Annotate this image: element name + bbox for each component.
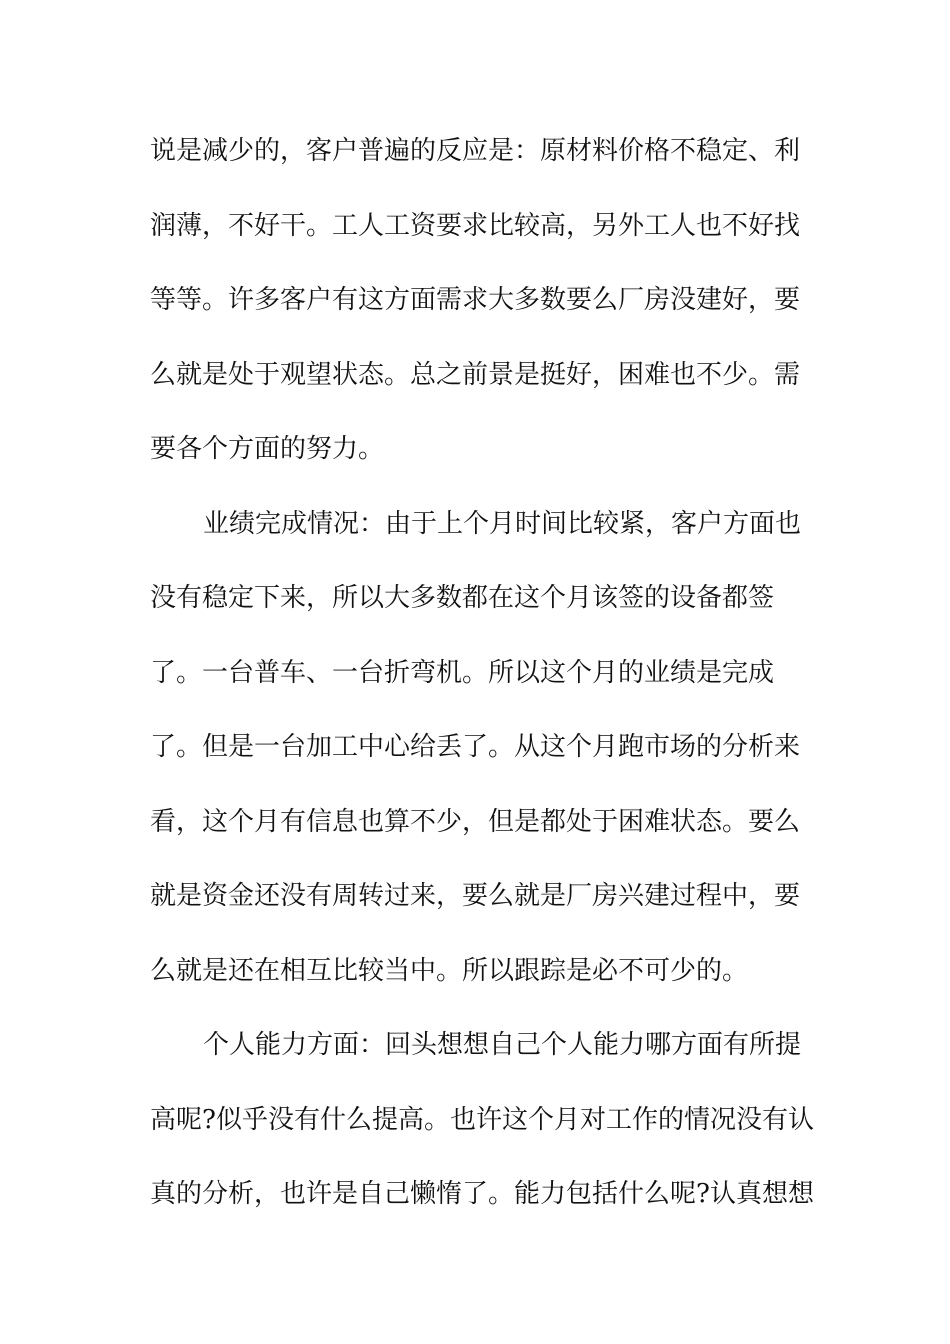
text-line: 说是减少的，客户普遍的反应是：原材料价格不稳定、利 <box>150 136 801 166</box>
text-line: 要各个方面的努力。 <box>150 434 385 464</box>
text-line: 润薄，不好干。工人工资要求比较高，另外工人也不好找 <box>150 210 801 241</box>
text-line: 真的分析，也许是自己懒惰了。能力包括什么呢?认真想想 <box>150 1179 814 1209</box>
text-line: 等等。许多客户有这方面需求大多数要么厂房没建好，要 <box>150 285 801 315</box>
body-text <box>150 114 814 1232</box>
text-line: 么就是还在相互比较当中。所以跟踪是必不可少的。 <box>150 955 749 986</box>
text-line: 么就是处于观望状态。总之前景是挺好，困难也不少。需 <box>150 359 801 390</box>
paragraph-start-ability: 个人能力方面：回头想想自己个人能力哪方面有所提 <box>203 1030 802 1060</box>
text-line: 没有稳定下来，所以大多数都在这个月该签的设备都签 <box>150 583 775 613</box>
text-line: 就是资金还没有周转过来，要么就是厂房兴建过程中，要 <box>150 881 801 911</box>
text-line: 了。一台普车、一台折弯机。所以这个月的业绩是完成 <box>150 657 775 688</box>
text-line: 高呢?似乎没有什么提高。也许这个月对工作的情况没有认 <box>150 1104 814 1135</box>
text-line: 了。但是一台加工中心给丢了。从这个月跑市场的分析来 <box>150 732 801 762</box>
text-line: 看，这个月有信息也算不少，但是都处于困难状态。要么 <box>150 806 801 837</box>
paragraph-start-performance: 业绩完成情况：由于上个月时间比较紧，客户方面也 <box>203 508 802 539</box>
